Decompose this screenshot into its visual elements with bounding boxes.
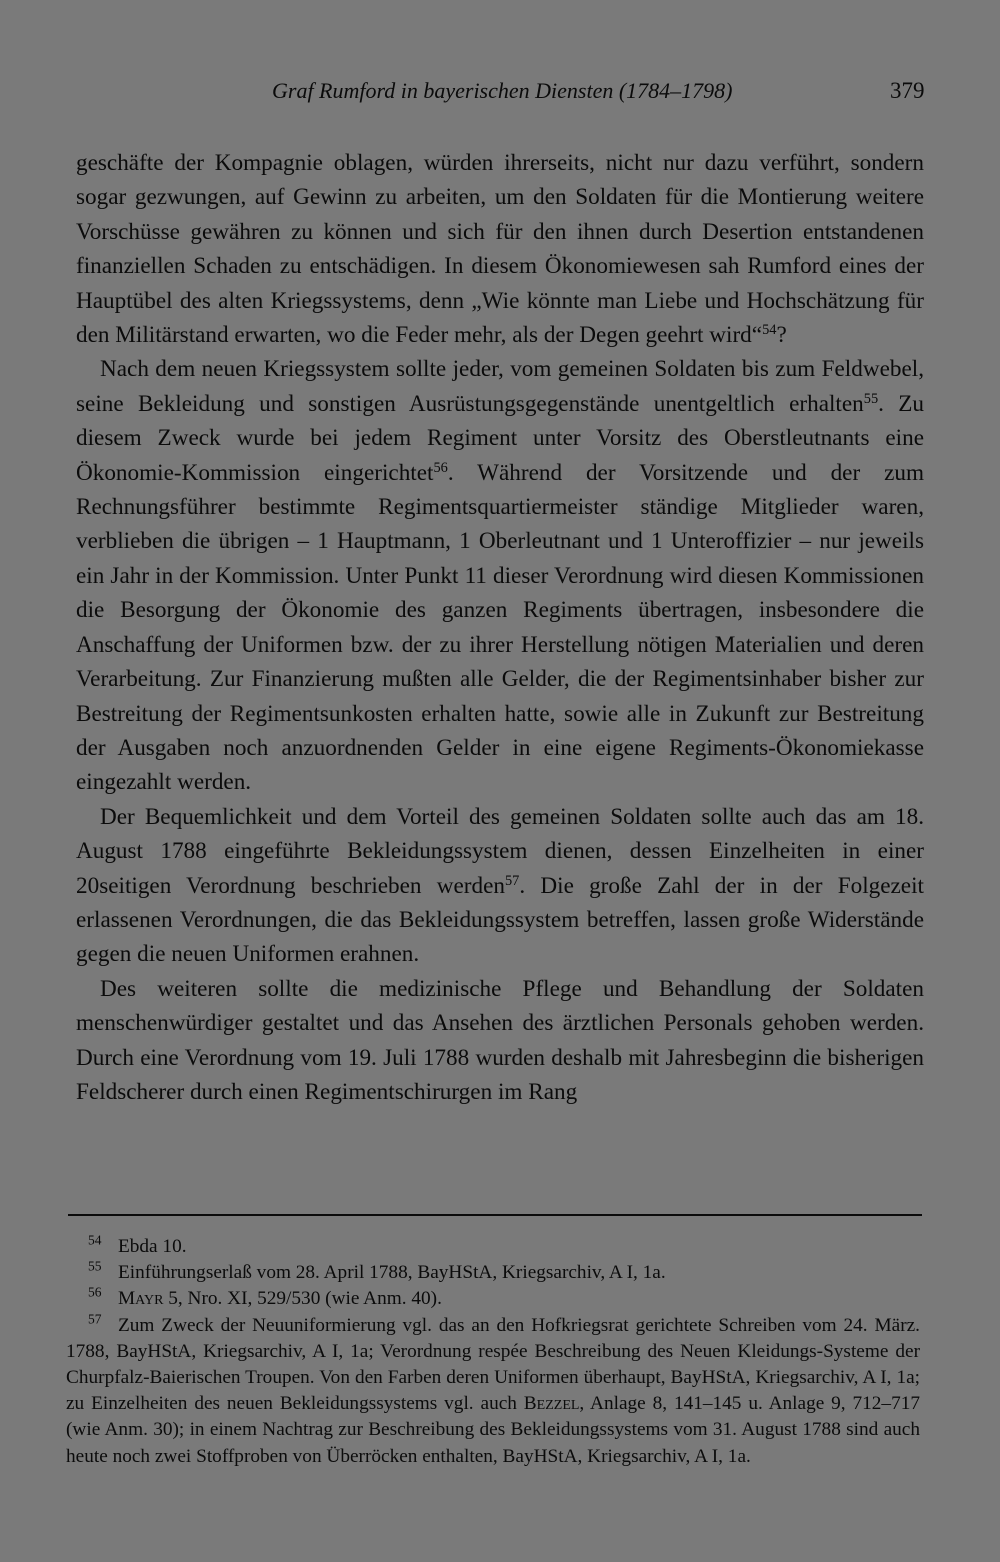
paragraph-2 bbox=[76, 352, 924, 799]
footnote-56 bbox=[66, 1286, 920, 1312]
footnote-ref-57: 57 bbox=[504, 872, 520, 889]
footnote-55-number: 55 bbox=[88, 1258, 102, 1274]
paragraph-3-text-end: . Die große Zahl der in der Folgezeit erlassenen Verordnungen, die das Bekleidungssystem betreffen, lassen große Widerstände gegen die neuen Uniformen erahnen. bbox=[76, 872, 924, 968]
paragraph-4-text: Des weiteren sollte die medizinische Pflege und Behandlung der Soldaten menschenwürdiger gestaltet und das Ansehen des ärztlichen Personals gehoben werden. Durch eine Verordnung vom 19. Juli 1788 wurden deshalb mit Jahresbeginn die bisherigen Feldscherer durch einen Regimentschirurgen im Rang bbox=[76, 975, 924, 1105]
footnote-57-text: Zum Zweck der Neuuniformierung vgl. das an den Hofkriegsrat gerichtete Schreiben vom 24. März. 1788, BayHStA, Kriegsarchiv, A I, 1a; Verordnung respée Beschreibung des Neuen Kleidungs-Systeme der Churpfalz-Baierischen Troupen. Von den Farben deren Uniformen überhaupt, BayHStA, Kriegsarchiv, A I, 1a; zu Einzelheiten des neuen Bekleidungssystems vgl. auch bbox=[66, 1314, 920, 1415]
paragraph-1 bbox=[76, 146, 924, 352]
footnote-57-author: Bezzel bbox=[523, 1393, 580, 1415]
footnote-54-text: Ebda 10. bbox=[118, 1236, 187, 1257]
paragraph-2-text: Nach dem neuen Kriegssystem sollte jeder, vom gemeinen Soldaten bis zum Feldwebel, seine Bekleidung und sonstigen Ausrüstungsgegenstände unentgeltlich erhalten bbox=[76, 356, 924, 417]
footnotes bbox=[66, 1234, 920, 1470]
footnote-ref-56: 56 bbox=[433, 459, 448, 476]
paragraph-1-text: geschäfte der Kompagnie oblagen, würden ihrerseits, nicht nur dazu verführt, sondern sogar gezwungen, auf Gewinn zu arbeiten, um den Soldaten für die Montierung weitere Vorschüsse gewähren zu können und sich für den ihnen durch Desertion entstandenen finanziellen Schaden zu entschädigen. In diesem Ökonomiewesen sah Rumford eines der Hauptübel des alten Kriegssystems, denn „Wie könnte man Liebe und Hochschätzung für den Militärstand erwarten, wo die Feder mehr, als der Degen geehrt wird“ bbox=[76, 150, 924, 349]
running-header-title: Graf Rumford in bayerischen Diensten (1784–1798) bbox=[272, 78, 733, 103]
main-text bbox=[76, 146, 924, 1109]
footnote-57-number: 57 bbox=[88, 1311, 102, 1327]
paragraph-2-text-end: . Während der Vorsitzende und der zum Rechnungsführer bestimmte Regimentsquartiermeister ständige Mitglieder waren, verblieben die übrigen – 1 Hauptmann, 1 Oberleutnant und 1 Unteroffizier – nur jeweils ein Jahr in der Kommission. Unter Punkt 11 dieser Verordnung wird diesen Kommissionen die Besorgung der Ökonomie des ganzen Regiments übertragen, insbesondere die Anschaffung der Uniformen bzw. der zu ihrer Herstellung nötigen Materialien und deren Verarbeitung. Zur Finanzierung mußten alle Gelder, die der Regimentsinhaber bisher zur Bestreitung der Regimentsunkosten erhalten hatte, sowie alle in Zukunft zur Bestreitung der Ausgaben noch anzuordnenden Gelder in eine eigene Regiments-Ökonomiekasse eingezahlt werden. bbox=[76, 459, 924, 796]
paragraph-2-text-mid: . Zu diesem Zweck wurde bei jedem Regiment unter Vorsitz des Oberstleutnants eine Ökonomie-Kommission eingerichtet bbox=[76, 390, 925, 486]
footnote-56-author: Mayr bbox=[118, 1288, 164, 1310]
footnote-55-text: Einführungserlaß vom 28. April 1788, BayHStA, Kriegsarchiv, A I, 1a. bbox=[118, 1262, 666, 1284]
footnote-ref-54: 54 bbox=[762, 322, 777, 339]
paragraph-4 bbox=[76, 972, 924, 1110]
footnote-ref-55: 55 bbox=[863, 390, 879, 407]
footnote-54 bbox=[66, 1234, 920, 1260]
footnote-separator bbox=[68, 1214, 922, 1216]
footnote-55 bbox=[66, 1260, 920, 1286]
paragraph-3-text: Der Bequemlichkeit und dem Vorteil des gemeinen Soldaten sollte auch das am 18. August 1788 eingeführte Bekleidungssystem dienen, dessen Einzelheiten in einer 20seitigen Verordnung beschrieben werden bbox=[76, 803, 924, 899]
footnote-57 bbox=[66, 1313, 920, 1470]
footnote-57-text-end: , Anlage 8, 141–145 u. Anlage 9, 712–717 (wie Anm. 30); in einem Nachtrag zur Beschreibung des Bekleidungssystems vom 31. August 1788 sind auch heute noch zwei Stoffproben von Überröcken enthalten, BayHStA, Kriegsarchiv, A I, 1a. bbox=[66, 1393, 920, 1467]
footnote-56-number: 56 bbox=[88, 1284, 102, 1300]
paragraph-1-text-end: ? bbox=[776, 322, 787, 349]
footnote-56-text: 5, Nro. XI, 529/530 (wie Anm. 40). bbox=[163, 1288, 442, 1310]
page-number: 379 bbox=[890, 78, 925, 103]
footnote-54-number: 54 bbox=[88, 1232, 102, 1248]
paragraph-3 bbox=[76, 800, 924, 972]
